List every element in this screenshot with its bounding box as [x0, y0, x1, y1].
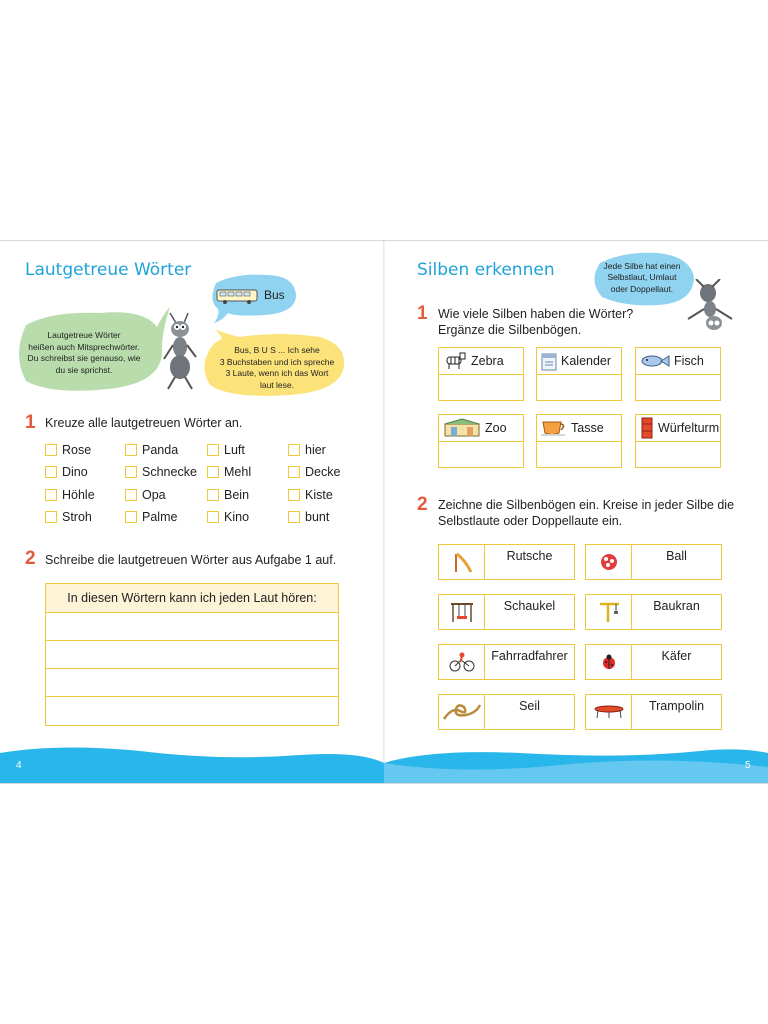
book-gutter	[383, 241, 385, 783]
word-box-word: Fisch	[674, 354, 704, 368]
syllable-answer-field[interactable]	[537, 442, 621, 467]
checkbox-label: Luft	[224, 443, 245, 457]
checkbox[interactable]	[125, 489, 137, 501]
wave-footer	[0, 741, 768, 783]
bus-icon	[216, 288, 258, 304]
ant-handstand-icon	[684, 279, 740, 335]
bubble-line: 3 Buchstaben und ich spreche	[219, 356, 335, 367]
checkbox-label: Kino	[224, 510, 250, 524]
book-spread	[0, 240, 768, 784]
checkbox[interactable]	[125, 511, 137, 523]
checkbox[interactable]	[288, 511, 300, 523]
syllable-box-word: Schaukel	[503, 599, 556, 613]
checkbox[interactable]	[125, 466, 137, 478]
bubble-line: Selbstlaut, Umlaut	[607, 272, 677, 283]
cup-icon	[541, 419, 567, 437]
checkbox[interactable]	[207, 466, 219, 478]
crane-icon	[586, 595, 632, 629]
syllable-box[interactable]	[438, 644, 575, 680]
checkbox-item[interactable]	[207, 488, 249, 502]
syllable-box[interactable]	[585, 544, 722, 580]
task-2-text	[438, 497, 734, 529]
checkbox-label: hier	[305, 443, 326, 457]
checkbox-item[interactable]	[125, 465, 197, 479]
checkbox[interactable]	[288, 444, 300, 456]
blue-bubble-text	[594, 255, 690, 301]
syllable-box[interactable]	[585, 644, 722, 680]
writing-lines-box	[45, 583, 339, 726]
bubble-line: 3 Laute, wenn ich das Wort	[225, 368, 329, 378]
word-box	[438, 414, 524, 468]
checkbox[interactable]	[207, 489, 219, 501]
checkbox-item[interactable]	[125, 443, 178, 457]
word-box-word: Tasse	[571, 421, 604, 435]
task-2-text: Schreibe die lautgetreuen Wörter aus Aufgabe 1 auf.	[45, 553, 337, 567]
rope-icon	[439, 695, 485, 729]
left-page-title: Lautgetreue Wörter	[25, 260, 192, 280]
page-number-right: 5	[745, 760, 751, 771]
task-2-number: 2	[417, 494, 428, 515]
syllable-box[interactable]	[438, 694, 575, 730]
word-box-label-row	[537, 415, 621, 442]
checkbox-item[interactable]	[125, 488, 166, 502]
ladybug-icon	[586, 645, 632, 679]
syllable-box-word: Baukran	[653, 599, 700, 613]
word-box	[438, 347, 524, 401]
syllable-box-word: Fahrradfahrer	[491, 649, 568, 663]
checkbox-label: Stroh	[62, 510, 92, 524]
bus-word: Bus	[264, 288, 285, 302]
checkbox[interactable]	[45, 511, 57, 523]
bubble-line: du sie sprichst.	[55, 364, 113, 375]
task-line: Selbstlaute oder Doppellaute ein.	[438, 514, 623, 528]
checkbox[interactable]	[207, 511, 219, 523]
writing-lines-header: In diesen Wörtern kann ich jeden Laut hören:	[46, 584, 338, 613]
checkbox-item[interactable]	[288, 443, 326, 457]
checkbox-item[interactable]	[288, 488, 333, 502]
word-box	[536, 414, 622, 468]
syllable-box-word: Trampolin	[648, 699, 705, 713]
bubble-line: Du schreibst sie genauso, wie	[27, 353, 141, 363]
checkbox[interactable]	[45, 466, 57, 478]
word-box-label-row	[537, 348, 621, 375]
syllable-box-word: Seil	[519, 699, 540, 713]
ball-icon	[586, 545, 632, 579]
page-number-left: 4	[16, 760, 22, 771]
checkbox-label: Bein	[224, 488, 250, 502]
bubble-line: laut lese.	[259, 379, 294, 390]
checkbox-label: Palme	[142, 510, 178, 524]
bubble-line: heißen auch Mitsprechwörter.	[28, 341, 140, 352]
checkbox-item[interactable]	[207, 443, 245, 457]
syllable-answer-field[interactable]	[439, 442, 523, 467]
checkbox-item[interactable]	[288, 510, 329, 524]
bubble-line: oder Doppellaut.	[610, 283, 674, 294]
syllable-answer-field[interactable]	[636, 442, 720, 467]
word-box	[536, 347, 622, 401]
task-line: Ergänze die Silbenbögen.	[438, 323, 582, 337]
checkbox-item[interactable]	[288, 465, 340, 479]
task-1-number: 1	[25, 412, 36, 433]
syllable-box[interactable]	[585, 594, 722, 630]
syllable-answer-field[interactable]	[537, 375, 621, 400]
word-box-label-row	[439, 348, 523, 375]
word-box-word: Würfelturm	[658, 421, 720, 435]
ant-mascot-icon	[158, 311, 204, 391]
writing-line[interactable]	[46, 613, 338, 641]
syllable-box-word: Käfer	[661, 649, 692, 663]
writing-line[interactable]	[46, 641, 338, 669]
bubble-line: Lautgetreue Wörter	[47, 330, 121, 340]
word-box	[635, 347, 721, 401]
writing-line[interactable]	[46, 669, 338, 697]
checkbox-label: Schnecke	[142, 465, 197, 479]
task-1-text: Kreuze alle lautgetreuen Wörter an.	[45, 416, 243, 430]
checkbox-item[interactable]	[45, 488, 95, 502]
fish-icon	[640, 354, 670, 368]
dice-tower-icon	[640, 417, 654, 439]
right-page-title: Silben erkennen	[417, 260, 555, 280]
checkbox-item[interactable]	[45, 443, 91, 457]
task-1-text	[438, 306, 633, 338]
writing-line[interactable]	[46, 697, 338, 725]
syllable-box-word: Rutsche	[506, 549, 553, 563]
checkbox-label: Mehl	[224, 465, 252, 479]
checkbox-item[interactable]	[125, 510, 177, 524]
word-box-word: Zoo	[485, 421, 507, 435]
zebra-icon	[443, 352, 467, 370]
calendar-icon	[541, 351, 557, 371]
checkbox-item[interactable]	[207, 510, 249, 524]
syllable-box[interactable]	[438, 544, 575, 580]
checkbox-item[interactable]	[45, 510, 92, 524]
checkbox-label: Decke	[305, 465, 341, 479]
word-box-label-row	[636, 415, 720, 442]
checkbox-item[interactable]	[45, 465, 88, 479]
checkbox[interactable]	[45, 489, 57, 501]
syllable-box-word: Ball	[666, 549, 687, 563]
syllable-box[interactable]	[585, 694, 722, 730]
checkbox-label: Dino	[62, 465, 88, 479]
bubble-line: Bus, B U S ... Ich sehe	[234, 345, 320, 355]
word-box-word: Zebra	[471, 354, 504, 368]
word-box-word: Kalender	[561, 354, 612, 368]
cyclist-icon	[439, 645, 485, 679]
checkbox[interactable]	[45, 444, 57, 456]
checkbox[interactable]	[207, 444, 219, 456]
yellow-bubble-text	[210, 339, 344, 397]
green-bubble-text	[18, 325, 150, 381]
trampoline-icon	[586, 695, 632, 729]
checkbox-label: Kiste	[305, 488, 333, 502]
task-line: Wie viele Silben haben die Wörter?	[438, 307, 634, 321]
syllable-answer-field[interactable]	[636, 375, 720, 400]
swing-icon	[439, 595, 485, 629]
checkbox-label: Opa	[142, 488, 166, 502]
word-box-label-row	[636, 348, 720, 375]
zoo-icon	[443, 418, 481, 438]
checkbox[interactable]	[125, 444, 137, 456]
word-box-label-row	[439, 415, 523, 442]
checkbox[interactable]	[288, 466, 300, 478]
checkbox-label: Rose	[62, 443, 92, 457]
word-box	[635, 414, 721, 468]
checkbox[interactable]	[288, 489, 300, 501]
task-1-number: 1	[417, 303, 428, 324]
task-line: Zeichne die Silbenbögen ein. Kreise in jeder Silbe die	[438, 498, 735, 512]
checkbox-label: Höhle	[62, 488, 95, 502]
slide-icon	[439, 545, 485, 579]
syllable-answer-field[interactable]	[439, 375, 523, 400]
checkbox-item[interactable]	[207, 465, 251, 479]
checkbox-label: bunt	[305, 510, 330, 524]
task-2-number: 2	[25, 548, 36, 569]
checkbox-label: Panda	[142, 443, 179, 457]
syllable-box[interactable]	[438, 594, 575, 630]
bubble-line: Jede Silbe hat einen	[603, 260, 681, 271]
